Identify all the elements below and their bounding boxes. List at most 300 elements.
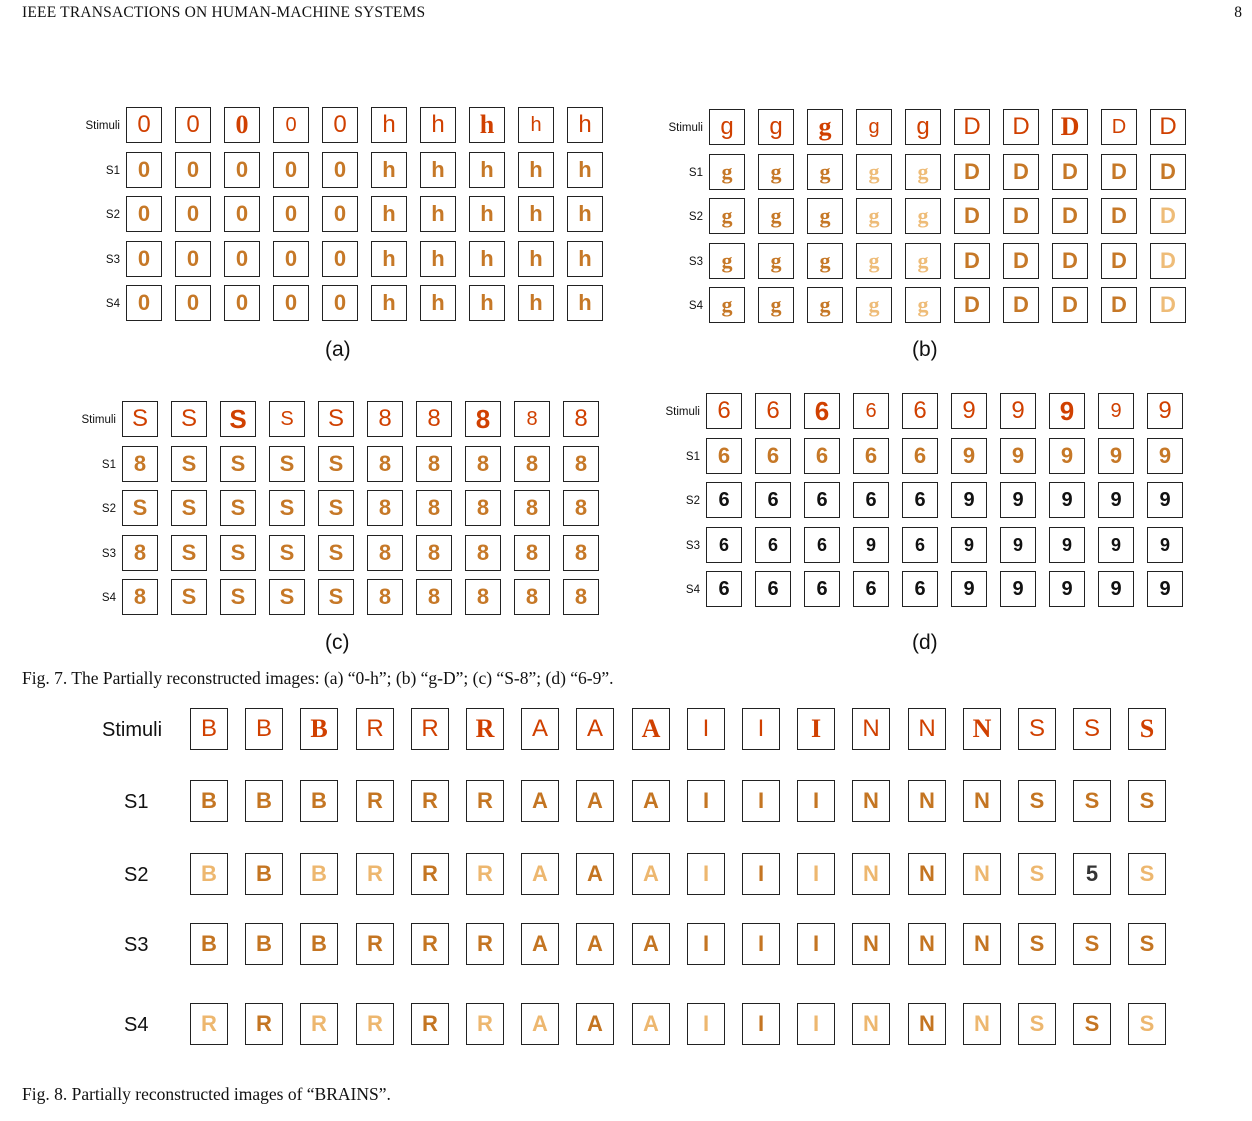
- cell-glyph: D: [1111, 248, 1127, 273]
- image-cell: [852, 853, 890, 895]
- cell-glyph: A: [586, 715, 603, 742]
- image-cell: [171, 535, 207, 571]
- cell-glyph: S: [1029, 1011, 1045, 1036]
- image-cell: [126, 285, 162, 321]
- cell-glyph: N: [974, 788, 990, 813]
- image-cell: [963, 780, 1001, 822]
- cell-glyph: N: [863, 861, 879, 886]
- row-label: S2: [105, 209, 120, 221]
- image-cell: [563, 535, 599, 571]
- image-cell: [245, 1003, 283, 1045]
- image-cell: [171, 401, 207, 437]
- row-label: Stimuli: [665, 406, 700, 418]
- cell-glyph: B: [256, 931, 272, 956]
- image-cell: [905, 154, 941, 190]
- subject-row: [68, 579, 612, 617]
- cell-glyph: g: [819, 203, 831, 228]
- cell-glyph: N: [972, 714, 992, 743]
- image-cell: [567, 285, 603, 321]
- cell-glyph: 0: [284, 290, 298, 315]
- image-cell: [954, 243, 990, 279]
- cell-glyph: g: [720, 113, 734, 140]
- row-label: Stimuli: [102, 718, 163, 741]
- cell-glyph: 6: [766, 443, 780, 468]
- cell-glyph: I: [810, 714, 822, 743]
- image-cell: [687, 923, 725, 965]
- image-cell: [758, 198, 794, 234]
- image-cell: [742, 708, 780, 750]
- stimuli-row: [68, 401, 612, 439]
- image-cell: [797, 780, 835, 822]
- cell-glyph: R: [366, 715, 384, 742]
- image-cell: [367, 579, 403, 615]
- image-cell: [224, 285, 260, 321]
- image-cell: [1049, 393, 1085, 429]
- cell-glyph: 0: [186, 290, 200, 315]
- image-cell: [856, 198, 892, 234]
- image-cell: [521, 708, 559, 750]
- cell-glyph: R: [367, 788, 383, 813]
- row-label: Stimuli: [81, 414, 116, 426]
- cell-glyph: 6: [914, 535, 925, 555]
- cell-glyph: 9: [962, 443, 976, 468]
- cell-glyph: N: [863, 1011, 879, 1036]
- cell-glyph: 8: [476, 451, 490, 476]
- cell-glyph: 0: [333, 157, 347, 182]
- cell-glyph: S: [1139, 1011, 1155, 1036]
- cell-glyph: 0: [333, 111, 347, 138]
- image-cell: [190, 923, 228, 965]
- cell-glyph: N: [918, 715, 936, 742]
- cell-glyph: D: [1111, 292, 1127, 317]
- image-cell: [300, 853, 338, 895]
- cell-glyph: h: [578, 111, 592, 138]
- image-cell: [466, 923, 504, 965]
- image-cell: [518, 241, 554, 277]
- cell-glyph: N: [974, 931, 990, 956]
- image-cell: [122, 446, 158, 482]
- image-cell: [514, 446, 550, 482]
- cell-glyph: 9: [1110, 578, 1122, 600]
- cell-glyph: h: [431, 290, 445, 315]
- image-cell: [807, 243, 843, 279]
- image-cell: [465, 579, 501, 615]
- image-cell: [632, 853, 670, 895]
- image-cell: [706, 527, 742, 563]
- image-cell: [469, 107, 505, 143]
- cell-glyph: 0: [137, 201, 151, 226]
- cell-glyph: B: [256, 788, 272, 813]
- cell-glyph: 0: [235, 110, 249, 139]
- image-cell: [300, 708, 338, 750]
- image-cell: [632, 923, 670, 965]
- image-cell: [190, 1003, 228, 1045]
- cell-glyph: 8: [574, 540, 588, 565]
- image-cell: [853, 482, 889, 518]
- image-cell: [1052, 198, 1088, 234]
- cell-glyph: g: [721, 203, 733, 228]
- stimuli-row: [100, 708, 1184, 752]
- cell-glyph: D: [1062, 292, 1078, 317]
- cell-glyph: h: [529, 157, 543, 182]
- image-cell: [245, 708, 283, 750]
- image-cell: [411, 780, 449, 822]
- cell-glyph: 8: [427, 495, 441, 520]
- cell-glyph: 6: [766, 397, 780, 424]
- cell-glyph: 9: [1061, 535, 1072, 555]
- image-cell: [1098, 393, 1134, 429]
- image-cell: [908, 708, 946, 750]
- cell-glyph: 9: [1159, 578, 1171, 600]
- cell-glyph: D: [1013, 248, 1029, 273]
- cell-glyph: h: [480, 201, 494, 226]
- cell-glyph: g: [868, 159, 880, 184]
- cell-glyph: N: [863, 788, 879, 813]
- image-cell: [269, 446, 305, 482]
- cell-glyph: S: [279, 451, 295, 476]
- cell-glyph: g: [769, 113, 783, 140]
- cell-glyph: h: [578, 201, 592, 226]
- cell-glyph: g: [868, 203, 880, 228]
- image-cell: [709, 109, 745, 145]
- cell-glyph: 6: [816, 535, 827, 555]
- cell-glyph: B: [200, 715, 217, 742]
- cell-glyph: 0: [235, 290, 249, 315]
- image-cell: [371, 241, 407, 277]
- cell-glyph: S: [279, 495, 295, 520]
- image-cell: [411, 923, 449, 965]
- image-cell: [269, 579, 305, 615]
- cell-glyph: S: [279, 540, 295, 565]
- image-cell: [804, 393, 840, 429]
- image-cell: [122, 401, 158, 437]
- image-cell: [318, 579, 354, 615]
- image-cell: [318, 401, 354, 437]
- image-cell: [758, 154, 794, 190]
- image-cell: [245, 853, 283, 895]
- image-cell: [514, 401, 550, 437]
- row-label: Stimuli: [85, 120, 120, 132]
- cell-glyph: N: [919, 1011, 935, 1036]
- cell-glyph: R: [256, 1011, 272, 1036]
- cell-glyph: 9: [1159, 535, 1170, 555]
- image-cell: [367, 401, 403, 437]
- cell-glyph: 6: [814, 396, 830, 426]
- cell-glyph: 9: [1059, 396, 1075, 426]
- image-cell: [567, 107, 603, 143]
- cell-glyph: I: [757, 931, 765, 956]
- image-cell: [567, 152, 603, 188]
- image-cell: [804, 571, 840, 607]
- cell-glyph: h: [431, 157, 445, 182]
- cell-glyph: A: [587, 931, 603, 956]
- cell-glyph: g: [819, 248, 831, 273]
- cell-glyph: 0: [186, 157, 200, 182]
- cell-glyph: D: [1160, 292, 1176, 317]
- image-cell: [1049, 438, 1085, 474]
- image-cell: [190, 780, 228, 822]
- image-cell: [122, 490, 158, 526]
- cell-glyph: 0: [235, 201, 249, 226]
- image-cell: [1147, 571, 1183, 607]
- cell-glyph: D: [1062, 159, 1078, 184]
- image-cell: [687, 1003, 725, 1045]
- cell-glyph: 6: [914, 578, 926, 600]
- cell-glyph: A: [532, 1011, 548, 1036]
- row-label: Stimuli: [668, 122, 703, 134]
- image-cell: [853, 527, 889, 563]
- cell-glyph: B: [256, 861, 272, 886]
- cell-glyph: D: [964, 203, 980, 228]
- panel-label: (b): [912, 338, 938, 361]
- image-cell: [1150, 154, 1186, 190]
- image-cell: [1049, 527, 1085, 563]
- cell-glyph: 6: [717, 443, 731, 468]
- cell-glyph: g: [868, 292, 880, 317]
- subject-row: [72, 285, 616, 323]
- cell-glyph: 9: [1011, 397, 1025, 424]
- cell-glyph: 8: [574, 495, 588, 520]
- cell-glyph: A: [643, 1011, 659, 1036]
- cell-glyph: I: [702, 715, 710, 742]
- cell-glyph: D: [963, 113, 981, 140]
- cell-glyph: D: [1159, 113, 1177, 140]
- image-cell: [1018, 780, 1056, 822]
- image-cell: [465, 535, 501, 571]
- cell-glyph: 0: [333, 246, 347, 271]
- cell-glyph: g: [818, 112, 832, 141]
- image-cell: [963, 923, 1001, 965]
- image-cell: [908, 853, 946, 895]
- cell-glyph: D: [1160, 203, 1176, 228]
- cell-glyph: 8: [427, 405, 441, 432]
- image-cell: [856, 109, 892, 145]
- subject-row: [100, 1003, 1184, 1047]
- cell-glyph: g: [770, 203, 782, 228]
- image-cell: [420, 241, 456, 277]
- image-cell: [521, 1003, 559, 1045]
- image-cell: [466, 853, 504, 895]
- cell-glyph: h: [382, 290, 396, 315]
- image-cell: [706, 393, 742, 429]
- row-label: S1: [688, 167, 703, 179]
- image-cell: [220, 446, 256, 482]
- cell-glyph: D: [1013, 292, 1029, 317]
- image-cell: [126, 241, 162, 277]
- image-cell: [576, 780, 614, 822]
- image-cell: [416, 579, 452, 615]
- image-cell: [322, 196, 358, 232]
- image-cell: [576, 923, 614, 965]
- image-cell: [1147, 527, 1183, 563]
- image-cell: [709, 154, 745, 190]
- image-cell: [807, 154, 843, 190]
- cell-glyph: D: [1013, 159, 1029, 184]
- image-cell: [951, 527, 987, 563]
- subject-row: [652, 571, 1196, 609]
- image-cell: [469, 196, 505, 232]
- image-cell: [122, 535, 158, 571]
- image-cell: [1073, 780, 1111, 822]
- image-cell: [1073, 923, 1111, 965]
- image-cell: [1018, 923, 1056, 965]
- row-label: S4: [685, 584, 700, 596]
- image-cell: [755, 482, 791, 518]
- cell-glyph: S: [1029, 861, 1045, 886]
- cell-glyph: 9: [1011, 443, 1025, 468]
- image-cell: [963, 1003, 1001, 1045]
- cell-glyph: 8: [526, 408, 538, 430]
- cell-glyph: g: [917, 159, 929, 184]
- image-cell: [220, 579, 256, 615]
- cell-glyph: D: [964, 248, 980, 273]
- image-cell: [1049, 482, 1085, 518]
- cell-glyph: D: [964, 292, 980, 317]
- image-cell: [905, 243, 941, 279]
- image-cell: [742, 780, 780, 822]
- image-cell: [632, 1003, 670, 1045]
- cell-glyph: 9: [1060, 443, 1074, 468]
- subject-row: [68, 490, 612, 528]
- image-cell: [902, 571, 938, 607]
- cell-glyph: S: [328, 495, 344, 520]
- image-cell: [856, 243, 892, 279]
- image-cell: [269, 490, 305, 526]
- image-cell: [709, 287, 745, 323]
- cell-glyph: N: [919, 931, 935, 956]
- cell-glyph: R: [422, 1011, 438, 1036]
- cell-glyph: 0: [333, 201, 347, 226]
- cell-glyph: 0: [186, 246, 200, 271]
- page-number: 8: [1234, 4, 1242, 21]
- cell-glyph: D: [1160, 248, 1176, 273]
- cell-glyph: R: [421, 715, 439, 742]
- image-cell: [1098, 527, 1134, 563]
- cell-glyph: 0: [285, 114, 297, 136]
- image-cell: [908, 780, 946, 822]
- cell-glyph: S: [131, 405, 148, 432]
- cell-glyph: I: [812, 1011, 820, 1036]
- image-cell: [465, 446, 501, 482]
- image-cell: [514, 535, 550, 571]
- image-cell: [852, 1003, 890, 1045]
- image-cell: [1052, 154, 1088, 190]
- cell-glyph: h: [431, 111, 445, 138]
- image-cell: [804, 438, 840, 474]
- image-cell: [322, 285, 358, 321]
- cell-glyph: A: [643, 788, 659, 813]
- cell-glyph: 9: [962, 397, 976, 424]
- cell-glyph: 8: [476, 584, 490, 609]
- image-cell: [1101, 198, 1137, 234]
- cell-glyph: N: [974, 1011, 990, 1036]
- image-cell: [1128, 1003, 1166, 1045]
- image-cell: [273, 152, 309, 188]
- cell-glyph: S: [1028, 715, 1045, 742]
- cell-glyph: g: [721, 248, 733, 273]
- cell-glyph: 6: [865, 400, 877, 422]
- image-cell: [563, 401, 599, 437]
- cell-glyph: 9: [1061, 489, 1073, 511]
- image-cell: [1128, 708, 1166, 750]
- image-cell: [755, 527, 791, 563]
- image-cell: [709, 243, 745, 279]
- panel-label: (c): [325, 631, 350, 654]
- cell-glyph: h: [480, 290, 494, 315]
- cell-glyph: S: [1139, 931, 1155, 956]
- image-cell: [514, 579, 550, 615]
- image-cell: [367, 535, 403, 571]
- cell-glyph: I: [702, 788, 710, 813]
- cell-glyph: 6: [718, 489, 730, 511]
- cell-glyph: B: [201, 931, 217, 956]
- image-cell: [126, 107, 162, 143]
- image-cell: [1000, 527, 1036, 563]
- image-cell: [797, 1003, 835, 1045]
- cell-glyph: 8: [525, 495, 539, 520]
- cell-glyph: h: [431, 201, 445, 226]
- image-cell: [518, 196, 554, 232]
- cell-glyph: A: [641, 714, 661, 743]
- cell-glyph: g: [819, 159, 831, 184]
- image-cell: [853, 438, 889, 474]
- subject-row: [100, 780, 1184, 824]
- image-cell: [371, 152, 407, 188]
- image-cell: [1003, 287, 1039, 323]
- image-cell: [563, 579, 599, 615]
- cell-glyph: R: [477, 931, 493, 956]
- image-cell: [245, 923, 283, 965]
- cell-glyph: g: [819, 292, 831, 317]
- image-cell: [273, 196, 309, 232]
- image-cell: [852, 923, 890, 965]
- cell-glyph: I: [702, 861, 710, 886]
- image-cell: [466, 780, 504, 822]
- panel-label: (d): [912, 631, 938, 654]
- cell-glyph: 5: [1085, 861, 1099, 886]
- cell-glyph: g: [770, 292, 782, 317]
- cell-glyph: S: [328, 584, 344, 609]
- cell-glyph: A: [587, 1011, 603, 1036]
- cell-glyph: A: [643, 931, 659, 956]
- image-cell: [1073, 708, 1111, 750]
- cell-glyph: 0: [235, 157, 249, 182]
- row-label: S3: [688, 256, 703, 268]
- cell-glyph: g: [770, 248, 782, 273]
- cell-glyph: D: [1111, 203, 1127, 228]
- cell-glyph: h: [382, 157, 396, 182]
- image-cell: [902, 482, 938, 518]
- subject-row: [655, 287, 1199, 325]
- image-cell: [224, 241, 260, 277]
- cell-glyph: 9: [1110, 400, 1122, 422]
- image-cell: [1098, 571, 1134, 607]
- subject-row: [72, 152, 616, 190]
- image-cell: [706, 438, 742, 474]
- image-cell: [356, 923, 394, 965]
- image-cell: [465, 401, 501, 437]
- image-cell: [1101, 154, 1137, 190]
- row-label: S2: [688, 211, 703, 223]
- row-label: S1: [124, 790, 149, 813]
- image-cell: [416, 535, 452, 571]
- cell-glyph: h: [529, 290, 543, 315]
- cell-glyph: h: [382, 246, 396, 271]
- image-cell: [1073, 1003, 1111, 1045]
- row-label: S4: [124, 1013, 149, 1036]
- cell-glyph: 6: [816, 489, 828, 511]
- cell-glyph: B: [311, 931, 327, 956]
